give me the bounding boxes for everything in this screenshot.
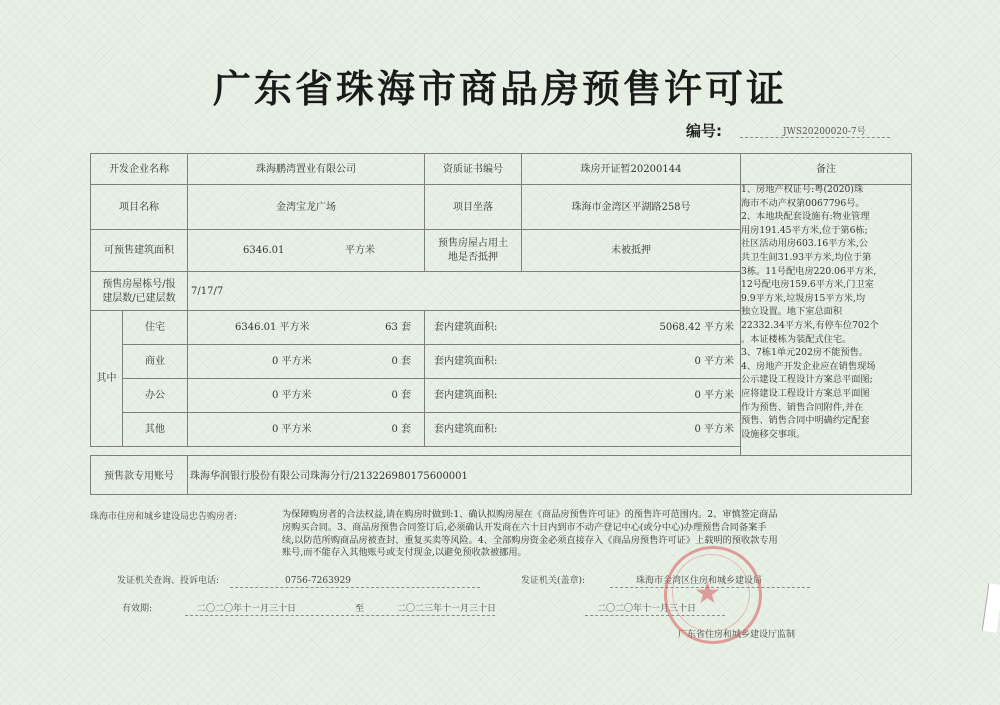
developer-value: 珠海鹏湾置业有限公司	[256, 164, 356, 175]
row-inner-label: 套内建筑面积:	[434, 356, 498, 367]
validity-label: 有效期:	[122, 604, 153, 614]
building-label-line1: 预售房屋栋号/报	[102, 279, 176, 290]
row-type: 办公	[145, 390, 165, 401]
row-type: 其他	[145, 424, 165, 435]
among-label: 其中	[96, 373, 117, 384]
seal-star-icon: ★	[694, 576, 721, 611]
number-label: 编号:	[686, 122, 722, 140]
row-units: 0 套	[391, 424, 411, 435]
building-label-line2: 建层数/已建层数	[102, 293, 176, 304]
row-type: 住宅	[145, 322, 165, 333]
validity-to: 二〇二三年十一月三十日	[397, 604, 497, 614]
project-label: 项目名称	[119, 202, 159, 213]
issuer-value: 珠海市金湾区住房和城乡建设局	[636, 576, 763, 586]
notice-line: 账号,而不能存入其他账号或支付现金,以避免预收款被挪用。	[282, 547, 527, 559]
area-label: 可预售建筑面积	[104, 245, 174, 256]
row-inner-label: 套内建筑面积:	[434, 322, 498, 333]
notice-line: 为保障购房者的合法权益,请在购房时做到:1、确认拟购房屋在《商品房预售许可证》的预售许可范围内。2、审慎签定商品	[282, 509, 778, 520]
row-inner-label: 套内建筑面积:	[434, 424, 498, 435]
remarks-line: 2、本地块配套设施有:物业管理	[741, 211, 870, 223]
area-unit: 平方米	[345, 245, 375, 256]
area-value: 6346.01	[243, 245, 285, 256]
row-area: 0 平方米	[272, 390, 312, 401]
notice-text	[282, 509, 907, 560]
remarks-line: 设施移交事项。	[741, 428, 806, 440]
remarks-line: 用房191.45平方米,位于第6栋;	[741, 224, 868, 236]
remarks-label: 备注	[816, 164, 836, 175]
contact-value: 0756-7263929	[285, 576, 352, 586]
remarks-line: 海市不动产权第0067796号。	[741, 197, 865, 209]
row-inner-label: 套内建筑面积:	[434, 390, 498, 401]
row-units: 0 套	[391, 356, 411, 367]
row-inner-value: 0 平方米	[694, 356, 734, 367]
contact-underline	[230, 587, 480, 588]
developer-label: 开发企业名称	[109, 164, 169, 175]
remarks-line: 作为预售、销售合同附件,并在	[741, 401, 864, 413]
row-area: 6346.01 平方米	[235, 322, 310, 333]
mortgage-value: 未被抵押	[611, 245, 651, 256]
remarks-line: 独立设置。地下室总面积	[741, 306, 843, 318]
issuer-label: 发证机关(盖章):	[521, 576, 586, 586]
row-area: 0 平方米	[272, 424, 312, 435]
row-units: 0 套	[391, 390, 411, 401]
row-inner-value: 0 平方米	[694, 424, 734, 435]
remarks-line: 公示建设工程设计方案总平面图;	[741, 374, 873, 386]
remarks-line: 。本证楼栋为装配式住宅。	[741, 333, 852, 345]
notice-line: 续,以防范所购商品房被查封、重复买卖等风险。4、全部购房资金必须直接存入《商品房预售许可证》上载明的预收款专用	[282, 534, 778, 546]
row-inner-value: 0 平方米	[694, 390, 734, 401]
remarks-line: 社区活动用房603.16平方米,公	[741, 238, 868, 250]
qual-value: 珠房开证暂20200144	[580, 164, 682, 175]
mortgage-label-line2: 地是否抵押	[448, 252, 498, 263]
remarks-line: 3栋。11号配电房220.06平方米,	[741, 265, 877, 277]
location-value: 珠海市金湾区平湖路258号	[571, 202, 691, 213]
account-label: 预售款专用账号	[104, 471, 174, 482]
building-label-cell	[90, 271, 188, 311]
number-value: JWS20200020-7号	[783, 127, 866, 137]
contact-label: 发证机关查询、投诉电话:	[117, 576, 220, 586]
account-value: 珠海华润银行股份有限公司珠海分行/213226980175600001	[190, 471, 468, 482]
row-units: 63 套	[385, 322, 411, 333]
validity-underline	[185, 615, 495, 616]
remarks-line: 12号配电房159.6平方米,门卫室	[741, 279, 874, 291]
issue-date: 二〇二〇年十一月三十日	[597, 604, 697, 614]
row-inner-value: 5068.42 平方米	[659, 322, 734, 333]
row-area: 0 平方米	[272, 356, 312, 367]
project-value: 金湾宝龙广场	[276, 202, 336, 213]
remarks-line: 应将建设工程设计方案总平面图	[741, 387, 870, 399]
supervisor-text: 广东省住房和城乡建设厅监制	[678, 630, 796, 640]
row-type: 商业	[145, 356, 165, 367]
notice-header: 珠海市住房和城乡建设局忠告购房者:	[90, 512, 238, 522]
mortgage-label-line1: 预售房屋占用土	[438, 238, 508, 249]
remarks-line: 共卫生间31.93平方米,均位于第	[741, 251, 872, 263]
building-value: 7/17/7	[191, 286, 224, 297]
remarks-text	[741, 183, 911, 441]
remarks-line: 22332.34平方米,有停车位702个	[741, 319, 879, 331]
remarks-line: 1、房地产权证号:粤(2020)珠	[741, 184, 864, 195]
qual-label: 资质证书编号	[443, 164, 503, 175]
certificate-title: 广东省珠海市商品房预售许可证	[212, 67, 787, 111]
building-value-cell	[187, 271, 741, 311]
remarks-line: 4、房地产开发企业应在销售现场	[741, 360, 876, 372]
notice-line: 房购买合同。3、商品房预售合同签订后,必须确认开发商在六十日内到市不动产登记中心(或分中心)办理预售合同备案手	[282, 521, 767, 533]
remarks-line: 预售、销售合同中明确约定配套	[741, 415, 870, 427]
validity-to-label: 至	[355, 604, 365, 614]
area-value-cell	[187, 229, 425, 272]
remarks-line: 3、7栋1单元202房不能预售。	[741, 347, 868, 359]
remarks-line: 9.9平方米,垃圾房15平方米,均	[741, 292, 866, 304]
number-underline	[740, 137, 890, 138]
location-label: 项目坐落	[453, 202, 493, 213]
validity-from: 二〇二〇年十一月三十日	[197, 604, 297, 614]
